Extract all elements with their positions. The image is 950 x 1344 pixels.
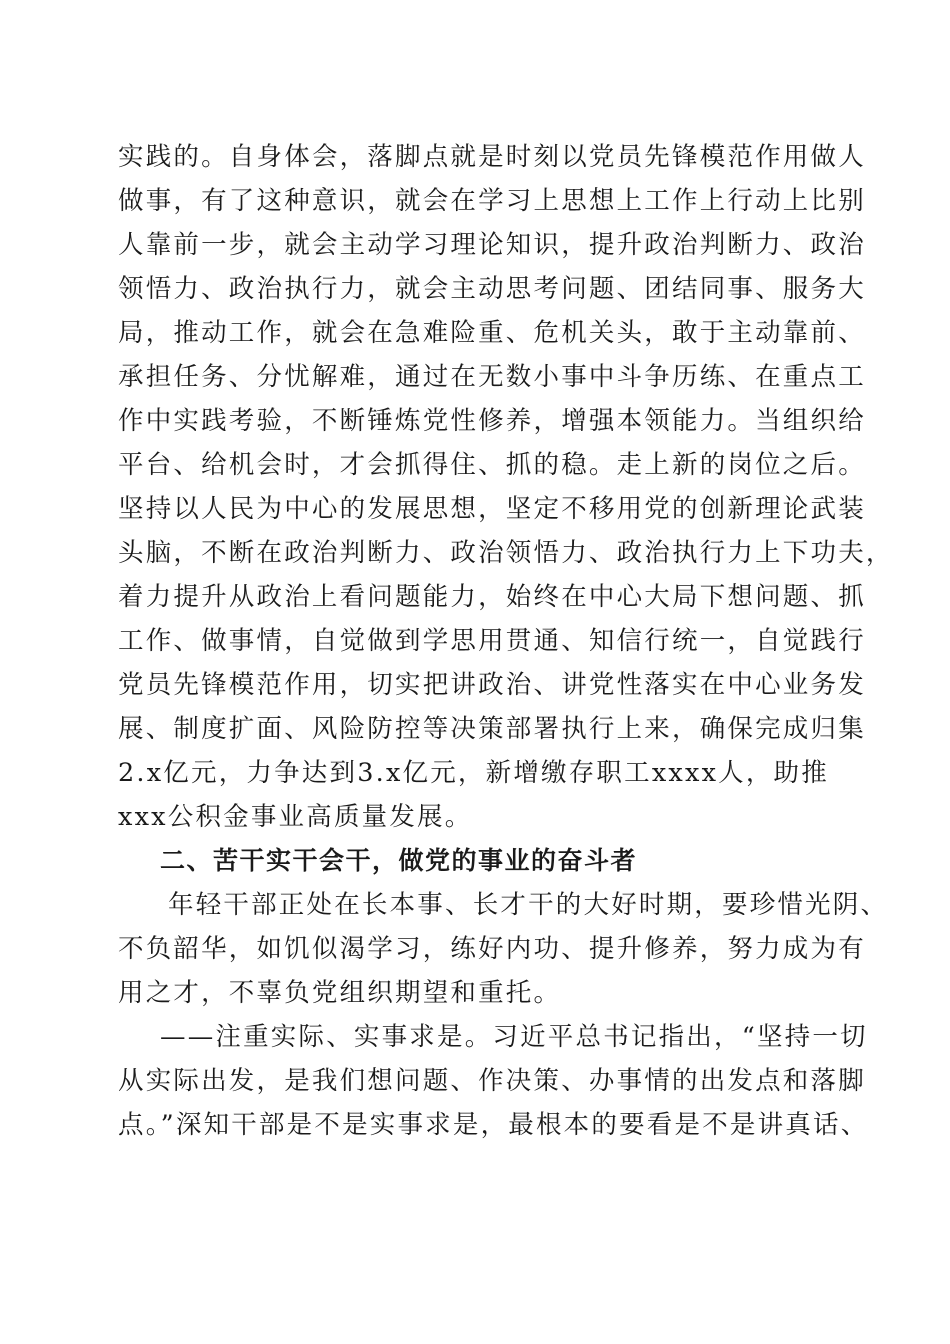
text-line: 承担任务、分忧解难，通过在无数小事中斗争历练、在重点工 — [118, 362, 866, 392]
text-line: 实践的。自身体会，落脚点就是时刻以党员先锋模范作用做人 — [118, 142, 866, 172]
text-line: 工作、做事情，自觉做到学思用贯通、知信行统一，自觉践行 — [118, 626, 866, 656]
text-line: 坚持以人民为中心的发展思想，坚定不移用党的创新理论武装 — [118, 494, 866, 524]
text-line: 从实际出发，是我们想问题、作决策、办事情的出发点和落脚 — [118, 1066, 866, 1096]
text-line: 展、制度扩面、风险防控等决策部署执行上来，确保完成归集 — [118, 714, 866, 744]
text-line: 头脑，不断在政治判断力、政治领悟力、政治执行力上下功夫， — [118, 538, 894, 568]
text-line: 作中实践考验，不断锤炼党性修养，增强本领能力。当组织给 — [118, 406, 866, 436]
text-line: 不负韶华，如饥似渴学习，练好内功、提升修养，努力成为有 — [118, 934, 866, 964]
text-line: 领悟力、政治执行力，就会主动思考问题、团结同事、服务大 — [118, 274, 866, 304]
text-line: 做事，有了这种意识，就会在学习上思想上工作上行动上比别 — [118, 186, 866, 216]
text-line: 2.x亿元，力争达到3.x亿元，新增缴存职工xxxx人，助推 — [118, 758, 829, 788]
text-line: 平台、给机会时，才会抓得住、抓的稳。走上新的岗位之后。 — [118, 450, 866, 480]
text-line: 党员先锋模范作用，切实把讲政治、讲党性落实在中心业务发 — [118, 670, 866, 700]
text-line: 局，推动工作，就会在急难险重、危机关头，敢于主动靠前、 — [118, 318, 866, 348]
text-line: 用之才，不辜负党组织期望和重托。 — [118, 978, 562, 1008]
text-line: 着力提升从政治上看问题能力，始终在中心大局下想问题、抓 — [118, 582, 866, 612]
text-line: ——注重实际、实事求是。习近平总书记指出，“坚持一切 — [160, 1022, 868, 1052]
text-line: 人靠前一步，就会主动学习理论知识，提升政治判断力、政治 — [118, 230, 866, 260]
text-line: 年轻干部正处在长本事、长才干的大好时期，要珍惜光阴、 — [168, 890, 889, 920]
text-line: 点。”深知干部是不是实事求是，最根本的要看是不是讲真话、 — [118, 1110, 869, 1140]
section-heading: 二、苦干实干会干，做党的事业的奋斗者 — [160, 846, 638, 875]
text-line: xxx公积金事业高质量发展。 — [118, 802, 473, 832]
